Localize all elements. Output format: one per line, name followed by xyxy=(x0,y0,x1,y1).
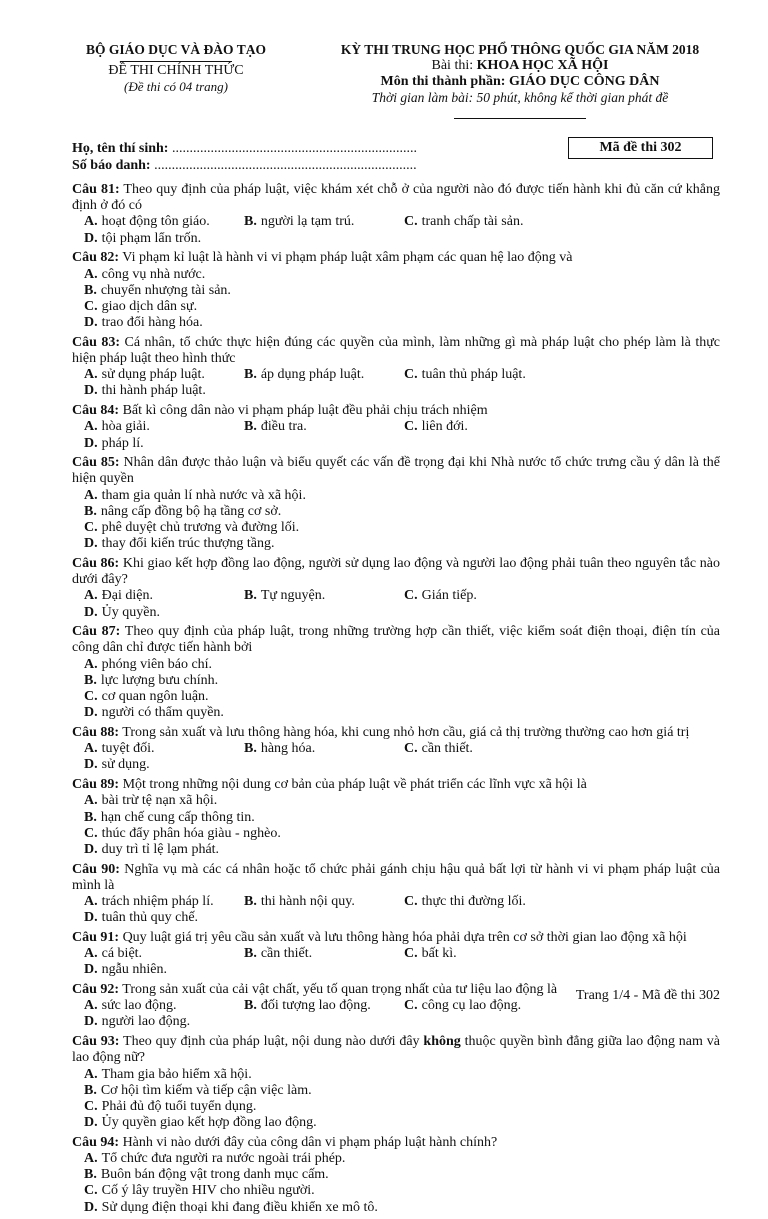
answer-option xyxy=(84,741,244,757)
question xyxy=(72,182,720,247)
option-letter: A. xyxy=(84,266,98,282)
option-text: Phải đủ độ tuổi tuyển dụng. xyxy=(101,1098,257,1114)
question xyxy=(72,777,720,858)
question xyxy=(72,624,720,721)
option-text: thúc đẩy phân hóa giàu - nghèo. xyxy=(101,825,281,841)
option-letter: D. xyxy=(84,230,98,246)
option-text: áp dụng pháp luật. xyxy=(260,367,365,383)
option-letter: D. xyxy=(84,757,98,773)
question-text-emphasis: không xyxy=(423,1034,461,1050)
option-text: tội phạm lẩn trốn. xyxy=(101,230,202,246)
answer-option xyxy=(244,214,404,230)
exam-title: KỲ THI TRUNG HỌC PHỔ THÔNG QUỐC GIA NĂM 2018 xyxy=(340,42,700,57)
option-letter: B. xyxy=(84,672,97,688)
option-letter: A. xyxy=(84,367,98,383)
answer-options xyxy=(72,793,720,858)
question-number: Câu 83: xyxy=(72,334,121,350)
option-letter: D. xyxy=(84,1014,98,1030)
option-letter: A. xyxy=(84,588,98,604)
answer-option xyxy=(84,705,405,721)
answer-option xyxy=(404,367,564,383)
divider-right xyxy=(454,118,586,119)
option-letter: B. xyxy=(244,894,257,910)
candidate-info xyxy=(72,140,417,174)
option-text: phê duyệt chủ trương và đường lối. xyxy=(101,520,300,536)
answer-option xyxy=(84,419,244,435)
subject-line: Môn thi thành phần: GIÁO DỤC CÔNG DÂN xyxy=(380,74,660,89)
option-letter: B. xyxy=(84,282,97,298)
answer-option xyxy=(84,231,244,247)
answer-option xyxy=(84,826,405,842)
option-letter: D. xyxy=(84,910,98,926)
answer-option xyxy=(84,488,405,504)
option-letter: A. xyxy=(84,1151,98,1167)
option-letter: B. xyxy=(244,214,257,230)
option-letter: D. xyxy=(84,1115,98,1131)
exam-code-box: Mã đề thi 302 xyxy=(568,137,713,159)
option-letter: A. xyxy=(84,1066,98,1082)
question-stem xyxy=(72,930,720,946)
option-text: cá biệt. xyxy=(101,946,143,962)
option-letter: C. xyxy=(84,298,98,314)
answer-options xyxy=(72,894,720,926)
option-letter: D. xyxy=(84,841,98,857)
option-text: trách nhiệm pháp lí. xyxy=(101,894,214,910)
option-text: tham gia quản lí nhà nước và xã hội. xyxy=(101,487,306,503)
option-text: cần thiết. xyxy=(421,741,473,757)
option-text: công cụ lao động. xyxy=(421,998,522,1014)
option-letter: D. xyxy=(84,604,98,620)
option-text: hạn chế cung cấp thông tin. xyxy=(100,809,255,825)
option-letter: B. xyxy=(244,946,257,962)
answer-option xyxy=(404,894,564,910)
option-letter: C. xyxy=(404,588,418,604)
answer-options xyxy=(72,1151,720,1216)
question xyxy=(72,1034,720,1131)
answer-option xyxy=(84,673,405,689)
question-stem xyxy=(72,403,720,419)
question-text: Khi giao kết hợp đồng lao động, người sử dụng lao động và người lao động phải tuân theo nguyên tắc nào dưới đây? xyxy=(72,555,720,588)
option-text: người lạ tạm trú. xyxy=(260,214,355,230)
answer-option xyxy=(84,1151,405,1167)
option-letter: A. xyxy=(84,946,98,962)
option-letter: B. xyxy=(244,367,257,383)
candidate-name-line: Họ, tên thí sinh: ...................................................................... xyxy=(72,141,417,156)
question xyxy=(72,725,720,774)
question-number: Câu 88: xyxy=(72,725,120,740)
option-text: lực lượng bưu chính. xyxy=(100,672,219,688)
question-text: Quy luật giá trị yêu cầu sản xuất và lưu thông hàng hóa phải dựa trên cơ sở thời gian lao động xã hội xyxy=(119,929,687,945)
answer-option xyxy=(84,1083,405,1099)
question-number: Câu 87: xyxy=(72,624,121,640)
answer-option xyxy=(84,1014,244,1030)
question-number: Câu 91: xyxy=(72,929,120,945)
answer-option xyxy=(84,1067,405,1083)
option-letter: A. xyxy=(84,741,98,757)
option-letter: B. xyxy=(244,419,257,435)
option-letter: A. xyxy=(84,487,98,503)
question-stem xyxy=(72,862,720,894)
question-stem xyxy=(72,1034,720,1066)
option-letter: D. xyxy=(84,383,98,399)
question-number: Câu 89: xyxy=(72,777,120,793)
option-letter: A. xyxy=(84,656,98,672)
option-letter: B. xyxy=(244,998,257,1014)
option-letter: A. xyxy=(84,793,98,809)
answer-option xyxy=(84,962,244,978)
option-text: trao đổi hàng hóa. xyxy=(101,315,203,331)
answer-option xyxy=(84,810,405,826)
option-text: ngẫu nhiên. xyxy=(101,962,167,978)
option-text: sử dụng. xyxy=(101,757,150,773)
answer-option xyxy=(84,1115,405,1131)
answer-options xyxy=(72,214,720,246)
option-text: hoạt động tôn giáo. xyxy=(101,214,210,230)
answer-option xyxy=(84,283,405,299)
answer-option xyxy=(84,605,244,621)
answer-option xyxy=(84,1099,405,1115)
answer-option xyxy=(84,1167,405,1183)
question-text: Bất kì công dân nào vi phạm pháp luật đều phải chịu trách nhiệm xyxy=(119,403,488,419)
question-number: Câu 90: xyxy=(72,861,120,877)
question-number: Câu 81: xyxy=(72,182,120,197)
option-text: cơ quan ngôn luận. xyxy=(101,689,209,705)
answer-option xyxy=(244,588,404,604)
question-stem xyxy=(72,725,720,741)
option-text: tuân thủ quy chế. xyxy=(101,910,199,926)
answer-option xyxy=(404,998,564,1014)
question-number: Câu 85: xyxy=(72,455,120,471)
question-text-continued: thuộc quyền bình đẳng giữa lao động nam và lao động nữ? xyxy=(72,1034,720,1066)
question-text: Nghĩa vụ mà các cá nhân hoặc tổ chức phải gánh chịu hậu quả bất lợi từ hành vi vi phạm pháp luật của mình là xyxy=(72,861,721,893)
option-letter: C. xyxy=(84,520,98,536)
option-letter: C. xyxy=(404,946,418,962)
answer-option xyxy=(84,520,405,536)
option-text: Đại diện. xyxy=(101,588,153,604)
question-text: Một trong những nội dung cơ bản của pháp luật về phát triển các lĩnh vực xã hội là xyxy=(119,777,587,793)
option-letter: D. xyxy=(84,705,98,721)
question-stem xyxy=(72,777,720,793)
question xyxy=(72,862,720,927)
question-number: Câu 93: xyxy=(72,1034,120,1050)
question-text: Theo quy định của pháp luật, trong những trường hợp cần thiết, việc kiểm soát điện thoại, điện tín của công dân chỉ được tiến hành bởi xyxy=(72,624,721,656)
option-text: bài trừ tệ nạn xã hội. xyxy=(101,793,218,809)
option-text: Cơ hội tìm kiếm và tiếp cận việc làm. xyxy=(100,1082,312,1098)
answer-option xyxy=(84,910,244,926)
question-text: Theo quy định của pháp luật, việc khám xét chỗ ở của người nào đó được tiến hành khi đủ căn cứ khẳng định ở đó có xyxy=(72,182,720,214)
answer-options xyxy=(72,588,720,620)
divider-left xyxy=(120,61,232,62)
answer-option xyxy=(84,383,244,399)
option-text: tranh chấp tài sản. xyxy=(421,214,524,230)
answer-option xyxy=(244,367,404,383)
header-right xyxy=(300,42,740,106)
option-text: phóng viên báo chí. xyxy=(101,656,213,672)
option-text: người có thẩm quyền. xyxy=(101,705,224,721)
answer-option xyxy=(84,367,244,383)
question xyxy=(72,930,720,979)
option-text: thực thi đường lối. xyxy=(421,894,526,910)
question xyxy=(72,403,720,452)
option-text: sức lao động. xyxy=(101,998,177,1014)
answer-option xyxy=(404,741,564,757)
answer-option xyxy=(84,299,405,315)
question-stem xyxy=(72,250,720,266)
answer-option xyxy=(84,1200,405,1216)
question-stem xyxy=(72,455,720,487)
page-count: (Đề thi có 04 trang) xyxy=(124,79,228,94)
option-letter: B. xyxy=(84,1167,97,1183)
test-line: Bài thi: KHOA HỌC XÃ HỘI xyxy=(431,58,609,73)
option-letter: B. xyxy=(244,588,257,604)
answer-options xyxy=(72,657,720,722)
answer-option xyxy=(84,842,405,858)
option-letter: B. xyxy=(84,809,97,825)
subject-value: GIÁO DỤC CÔNG DÂN xyxy=(508,74,660,89)
option-text: hòa giải. xyxy=(101,419,150,435)
option-text: bất kì. xyxy=(421,946,457,962)
option-letter: D. xyxy=(84,1199,98,1215)
option-text: giao dịch dân sự. xyxy=(101,298,198,314)
official-label: ĐỀ THI CHÍNH THỨC xyxy=(108,63,244,78)
option-text: liên đới. xyxy=(421,419,468,435)
header-left xyxy=(64,42,288,95)
option-text: điều tra. xyxy=(260,419,307,435)
answer-options xyxy=(72,1067,720,1132)
option-text: Ủy quyền. xyxy=(101,604,160,620)
question-text: Nhân dân được thảo luận và biểu quyết các vấn đề trọng đại khi Nhà nước tổ chức trưng cầu ý dân là thể hiện quyền xyxy=(72,455,720,487)
option-letter: B. xyxy=(84,503,97,519)
question xyxy=(72,1135,720,1216)
option-letter: B. xyxy=(84,1082,97,1098)
answer-option xyxy=(244,741,404,757)
answer-options xyxy=(72,267,720,332)
option-text: chuyển nhượng tài sản. xyxy=(100,282,231,298)
question xyxy=(72,335,720,400)
test-value: KHOA HỌC XÃ HỘI xyxy=(476,58,609,73)
option-text: Gián tiếp. xyxy=(421,588,477,604)
answer-option xyxy=(84,793,405,809)
answer-option xyxy=(84,657,405,673)
option-text: người lao động. xyxy=(101,1014,191,1030)
answer-option xyxy=(84,504,405,520)
option-letter: C. xyxy=(84,689,98,705)
answer-option xyxy=(84,757,244,773)
option-letter: C. xyxy=(84,1098,98,1114)
candidate-id-line: Số báo danh: ........................................................................... xyxy=(72,158,417,173)
option-letter: C. xyxy=(404,741,418,757)
time-note: Thời gian làm bài: 50 phút, không kể thời gian phát đề xyxy=(371,90,669,105)
question-number: Câu 86: xyxy=(72,555,120,571)
question-stem xyxy=(72,1135,720,1151)
option-text: sử dụng pháp luật. xyxy=(101,367,205,383)
option-text: công vụ nhà nước. xyxy=(101,266,206,282)
question-text: Theo quy định của pháp luật, nội dung nào dưới đây xyxy=(119,1034,424,1050)
answer-option xyxy=(244,894,404,910)
answer-option xyxy=(404,946,564,962)
option-letter: C. xyxy=(404,214,418,230)
question-number: Câu 92: xyxy=(72,982,120,998)
question-list xyxy=(72,182,720,1219)
answer-option xyxy=(84,894,244,910)
option-letter: D. xyxy=(84,536,98,552)
question xyxy=(72,250,720,331)
option-text: thi hành pháp luật. xyxy=(101,383,206,399)
question-stem xyxy=(72,182,720,214)
answer-option xyxy=(84,536,405,552)
question-stem xyxy=(72,556,720,588)
question-text: Vi phạm kỉ luật là hành vi vi phạm pháp luật xâm phạm các quan hệ lao động và xyxy=(119,250,573,266)
option-letter: B. xyxy=(244,741,257,757)
option-text: Cố ý lây truyền HIV cho nhiều người. xyxy=(101,1183,315,1199)
question-text: Hành vi nào dưới đây của công dân vi phạm pháp luật hành chính? xyxy=(119,1134,498,1150)
question xyxy=(72,455,720,552)
option-letter: A. xyxy=(84,894,98,910)
answer-option xyxy=(404,419,564,435)
option-text: thi hành nội quy. xyxy=(260,894,355,910)
option-letter: C. xyxy=(84,825,98,841)
option-text: Tham gia bảo hiểm xã hội. xyxy=(101,1066,252,1082)
question xyxy=(72,556,720,621)
option-text: Ủy quyền giao kết hợp đồng lao động. xyxy=(101,1115,317,1131)
answer-option xyxy=(84,267,405,283)
question-text: Cá nhân, tổ chức thực hiện đúng các quyền của mình, làm những gì mà pháp luật cho phép làm là thực hiện pháp luật theo hình thức xyxy=(72,334,721,367)
answer-option xyxy=(404,588,564,604)
option-letter: C. xyxy=(84,1183,98,1199)
answer-option xyxy=(84,436,244,452)
option-text: hàng hóa. xyxy=(260,741,316,757)
option-text: Tự nguyện. xyxy=(260,588,326,604)
option-text: cần thiết. xyxy=(260,946,313,962)
option-letter: C. xyxy=(404,419,418,435)
question-stem xyxy=(72,335,720,367)
option-letter: C. xyxy=(404,367,418,383)
question-text: Trong sản xuất và lưu thông hàng hóa, khi cung nhỏ hơn cầu, giá cả thị trường thường cao hơn giá trị xyxy=(119,725,690,740)
answer-option xyxy=(244,998,404,1014)
question-text: Trong sản xuất của cải vật chất, yếu tố quan trọng nhất của tư liệu lao động là xyxy=(119,982,558,998)
option-text: nâng cấp đồng bộ hạ tầng cơ sở. xyxy=(100,503,282,519)
answer-option xyxy=(84,998,244,1014)
option-text: tuân thủ pháp luật. xyxy=(421,367,526,383)
question-number: Câu 82: xyxy=(72,250,120,266)
answer-option xyxy=(84,214,244,230)
option-text: Tổ chức đưa người ra nước ngoài trái phép. xyxy=(101,1151,346,1167)
answer-option xyxy=(84,315,405,331)
option-letter: A. xyxy=(84,419,98,435)
answer-option xyxy=(84,588,244,604)
option-letter: C. xyxy=(404,894,418,910)
option-text: thay đổi kiến trúc thượng tầng. xyxy=(101,536,275,552)
answer-options xyxy=(72,946,720,978)
option-letter: C. xyxy=(404,998,418,1014)
option-letter: D. xyxy=(84,315,98,331)
option-letter: A. xyxy=(84,998,98,1014)
option-text: tuyệt đối. xyxy=(101,741,155,757)
answer-options xyxy=(72,367,720,399)
option-text: pháp lí. xyxy=(101,435,144,451)
option-letter: A. xyxy=(84,214,98,230)
question-number: Câu 84: xyxy=(72,403,120,419)
answer-option xyxy=(84,946,244,962)
question-stem xyxy=(72,624,720,656)
option-text: đối tượng lao động. xyxy=(260,998,371,1014)
answer-options xyxy=(72,419,720,451)
answer-option xyxy=(404,214,564,230)
option-text: Sử dụng điện thoại khi đang điều khiển xe mô tô. xyxy=(101,1199,378,1215)
question-number: Câu 94: xyxy=(72,1134,120,1150)
option-text: Buôn bán động vật trong danh mục cấm. xyxy=(100,1167,329,1183)
answer-options xyxy=(72,488,720,553)
answer-option xyxy=(84,1183,405,1199)
option-text: duy trì tỉ lệ lạm phát. xyxy=(101,841,220,857)
answer-option xyxy=(244,946,404,962)
answer-option xyxy=(84,689,405,705)
page-footer: Trang 1/4 - Mã đề thi 302 xyxy=(575,988,720,1003)
answer-options xyxy=(72,741,720,773)
option-letter: D. xyxy=(84,435,98,451)
answer-option xyxy=(244,419,404,435)
option-letter: D. xyxy=(84,962,98,978)
ministry-name: BỘ GIÁO DỤC VÀ ĐÀO TẠO xyxy=(86,42,266,57)
